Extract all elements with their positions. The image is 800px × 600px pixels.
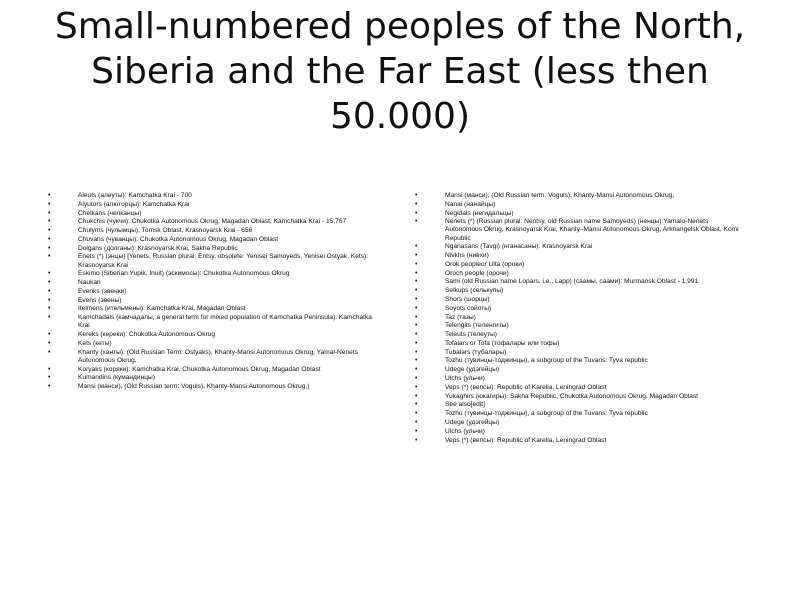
list-item xyxy=(415,383,740,392)
list-item-text: Naukan xyxy=(78,279,101,287)
bullet-icon: • xyxy=(48,348,51,356)
list-item xyxy=(48,331,378,339)
bullet-icon: • xyxy=(48,305,51,313)
bullet-icon: • xyxy=(415,287,418,295)
list-item xyxy=(415,331,740,339)
bullet-icon: • xyxy=(48,227,51,235)
list-item xyxy=(415,410,740,418)
list-item-text: Chulyms (чулымцы), Tomsk Oblast, Krasnoyarsk Krai - 656 xyxy=(78,227,253,235)
bullet-icon: • xyxy=(48,200,51,208)
slide-title: Small-numbered peoples of the North, Siberia and the Far East (less then 50.000) xyxy=(54,6,746,137)
list-item-text: Veps (*) (вепсы): Republic of Karelia, Leningrad Oblast xyxy=(445,436,607,444)
bullet-icon: • xyxy=(48,279,51,287)
list-item-text: Tofalars or Tofa (тофалары или тофы) xyxy=(445,339,560,347)
list-item xyxy=(48,365,378,374)
list-item-text: Itelmens (ительмены): Kamchatka Krai, Magadan Oblast xyxy=(78,305,246,313)
list-item xyxy=(48,339,378,348)
list-item-text: Orok peopleor Ulta (ороки) xyxy=(445,260,525,268)
list-item-text: Evenks (эвенки) xyxy=(78,287,127,295)
list-item xyxy=(415,436,740,445)
list-item xyxy=(415,278,740,286)
list-item-text: Khanty (ханты): (Old Russian Term: Ostyaks), Khanty-Mansi Autonomous Okrug, Yamal-Nenets Autonomous Okrug, xyxy=(78,348,358,364)
list-item-text: Yukaghirs (юкагиры): Sakha Republic, Chukotka Autonomous Okrug, Magadan Oblast xyxy=(445,392,699,400)
list-item-text: Nivkhs (нивхи) xyxy=(445,252,489,260)
list-item xyxy=(48,287,378,296)
list-item xyxy=(48,314,378,330)
list-item-text: Ulchs (ульчи) xyxy=(445,427,485,435)
list-item xyxy=(415,418,740,427)
list-item xyxy=(415,357,740,365)
bullet-icon: • xyxy=(415,304,418,312)
bullet-icon: • xyxy=(415,348,418,356)
list-item xyxy=(415,304,740,313)
list-item xyxy=(415,218,740,242)
list-item-text: Sami (old Russian name Lopars, i.e., Lapp) (саамы, саами): Murmansk Oblast - 1,991 xyxy=(445,278,699,286)
list-item-text: Kereks (кереки): Chukotka Autonomous Okrug xyxy=(78,331,216,339)
bullet-icon: • xyxy=(415,218,418,226)
bullet-icon: • xyxy=(48,374,51,382)
list-item-text: Alyutors (алюторцы): Kamchatka Krai xyxy=(78,200,190,208)
list-item-text: Kumandins (кумандинцы) xyxy=(78,374,155,382)
bullet-icon: • xyxy=(48,339,51,347)
list-item xyxy=(415,269,740,278)
list-item xyxy=(415,209,740,218)
list-item xyxy=(415,348,740,357)
list-item-text: Ulchs (ульчи) xyxy=(445,375,485,383)
list-item-text: Tozhu (тувинцы-тоджинцы), a subgroup of the Tuvans: Tyva republic xyxy=(445,357,648,365)
bullet-icon: • xyxy=(48,331,51,339)
list-item xyxy=(415,296,740,304)
list-item xyxy=(415,313,740,322)
list-item-text: Kamchadals (камчадалы, a general term for mixed population of Kamchatka Peninsula): Kamchatka Krai xyxy=(78,314,372,330)
list-item xyxy=(415,392,740,401)
left-bullet-list xyxy=(48,192,378,392)
bullet-icon: • xyxy=(415,427,418,435)
list-item-text: Shors (шорцы) xyxy=(445,296,490,303)
bullet-icon: • xyxy=(415,252,418,260)
list-item xyxy=(415,339,740,348)
list-item xyxy=(48,296,378,305)
list-item-text: Udege (удэгейцы) xyxy=(445,366,500,374)
list-item xyxy=(415,401,740,409)
bullet-icon: • xyxy=(48,209,51,217)
list-item xyxy=(48,209,378,218)
list-item xyxy=(48,227,378,235)
list-item-text: Negidals (негидальцы) xyxy=(445,209,514,217)
list-item-text: Evens (эвены) xyxy=(78,296,122,304)
bullet-icon: • xyxy=(415,296,418,303)
list-item xyxy=(415,200,740,209)
bullet-icon: • xyxy=(415,243,418,251)
bullet-icon: • xyxy=(415,357,418,365)
list-item xyxy=(48,305,378,313)
bullet-icon: • xyxy=(415,269,418,277)
bullet-icon: • xyxy=(48,192,51,199)
list-item-text: Mansi (манси), (Old Russian term: Voguls), Khanty-Mansi Autonomous Okrug, xyxy=(445,192,675,199)
bullet-icon: • xyxy=(415,401,418,409)
list-item xyxy=(48,383,378,391)
list-item xyxy=(48,279,378,287)
bullet-icon: • xyxy=(415,192,418,199)
bullet-icon: • xyxy=(48,383,51,391)
list-item-text: Chuvans (чуванцы): Chukotka Autonomous Okrug, Magadan Oblast xyxy=(78,235,279,243)
list-item xyxy=(48,348,378,365)
bullet-icon: • xyxy=(415,331,418,339)
bullet-icon: • xyxy=(415,375,418,383)
bullet-icon: • xyxy=(48,314,51,322)
bullet-icon: • xyxy=(48,218,51,226)
bullet-icon: • xyxy=(415,339,418,347)
bullet-icon: • xyxy=(415,410,418,418)
list-item-text: Veps (*) (вепсы): Republic of Karelia, Leningrad Oblast xyxy=(445,383,607,391)
list-item xyxy=(48,192,378,200)
list-item-text: Selkups (селькупы) xyxy=(445,287,504,295)
list-item xyxy=(415,366,740,374)
list-item xyxy=(415,375,740,383)
bullet-icon: • xyxy=(415,278,418,286)
list-item-text: Koryaks (коряки): Kamchatka Krai, Chukotka Autonomous Okrug, Magadan Oblast xyxy=(78,365,321,373)
list-item xyxy=(48,244,378,253)
right-bullet-list xyxy=(415,192,740,445)
list-item-text: Mansi (манси), (Old Russian term: Voguls), Khanty-Mansi Autonomous Okrug,) xyxy=(78,383,310,391)
list-item xyxy=(48,235,378,244)
list-item-text: Dolgans (долганы): Krasnoyarsk Krai, Sakha Republic xyxy=(78,244,238,252)
list-item-text: Tozhu (тувинцы-тоджинцы), a subgroup of the Tuvans: Tyva republic xyxy=(445,410,648,418)
list-item xyxy=(415,287,740,295)
bullet-icon: • xyxy=(48,270,51,278)
list-item-text: Eskimo (Siberian Yupik, Inuit) (эскимосы): Chukotka Autonomous Okrug xyxy=(78,270,290,278)
bullet-icon: • xyxy=(48,235,51,243)
list-item-text: Soyots сойоты) xyxy=(445,304,492,312)
list-item-text: Nanai (нанайцы) xyxy=(445,200,496,208)
bullet-icon: • xyxy=(415,418,418,426)
list-item-text: Nenets (*) (Russian plural: Nentsy, old Russian name Samoyeds) (ненцы):Yamalo-Nenets Autonomous Okrug, Krasnoyarsk Krai, Khanty–Mansi Autonomous Okrug, Arkhangelsk Oblast, Komi Republic xyxy=(445,218,739,242)
bullet-icon: • xyxy=(415,200,418,208)
list-item-text: Chelkans (челканцы) xyxy=(78,209,142,217)
list-item-text: Aleuts (алеуты): Kamchatka Krai - 700 xyxy=(78,192,192,199)
list-item xyxy=(48,200,378,209)
list-item xyxy=(48,253,378,269)
list-item xyxy=(415,192,740,200)
list-item xyxy=(48,270,378,278)
bullet-icon: • xyxy=(48,253,51,261)
list-item-text: Udege (удэгейцы) xyxy=(445,418,500,426)
list-item xyxy=(415,252,740,260)
bullet-icon: • xyxy=(415,383,418,391)
bullet-icon: • xyxy=(415,260,418,268)
list-item xyxy=(48,374,378,382)
bullet-icon: • xyxy=(48,244,51,252)
bullet-icon: • xyxy=(415,436,418,444)
list-item xyxy=(415,260,740,269)
bullet-icon: • xyxy=(415,392,418,400)
bullet-icon: • xyxy=(415,209,418,217)
list-item-text: Nganasans (Tavgi) (нганасаны): Krasnoyarsk Krai xyxy=(445,243,593,251)
bullet-icon: • xyxy=(415,313,418,321)
list-item-text: Telengits (теленгиты) xyxy=(445,322,509,330)
bullet-icon: • xyxy=(48,365,51,373)
list-item-text: Enets (*) (энцы) [Yenets, Russian plural: Entsy, obsolete: Yenisei Samoyeds, Yenisei Ostyak, Kets): Krasnoyarsk Krai xyxy=(78,253,369,269)
bullet-icon: • xyxy=(415,322,418,330)
list-item-text: Oroch people (орочи) xyxy=(445,269,509,277)
list-item xyxy=(415,322,740,330)
list-item-text: Kets (кеты) xyxy=(78,339,112,347)
list-item-text: Tubalars (тубалары) xyxy=(445,348,507,356)
bullet-icon: • xyxy=(415,366,418,374)
list-item xyxy=(48,218,378,226)
list-item xyxy=(415,427,740,436)
list-item-text: Teleuts (телеуты) xyxy=(445,331,498,339)
bullet-icon: • xyxy=(48,287,51,295)
list-item xyxy=(415,243,740,251)
list-item-text: Chukchis (чукчи): Chukotka Autonomous Okrug, Magadan Oblast, Kamchatka Krai - 15,767 xyxy=(78,218,347,226)
list-item-text: See also[edit] xyxy=(445,401,485,409)
list-item-text: Taz (тазы) xyxy=(445,313,476,321)
bullet-icon: • xyxy=(48,296,51,304)
